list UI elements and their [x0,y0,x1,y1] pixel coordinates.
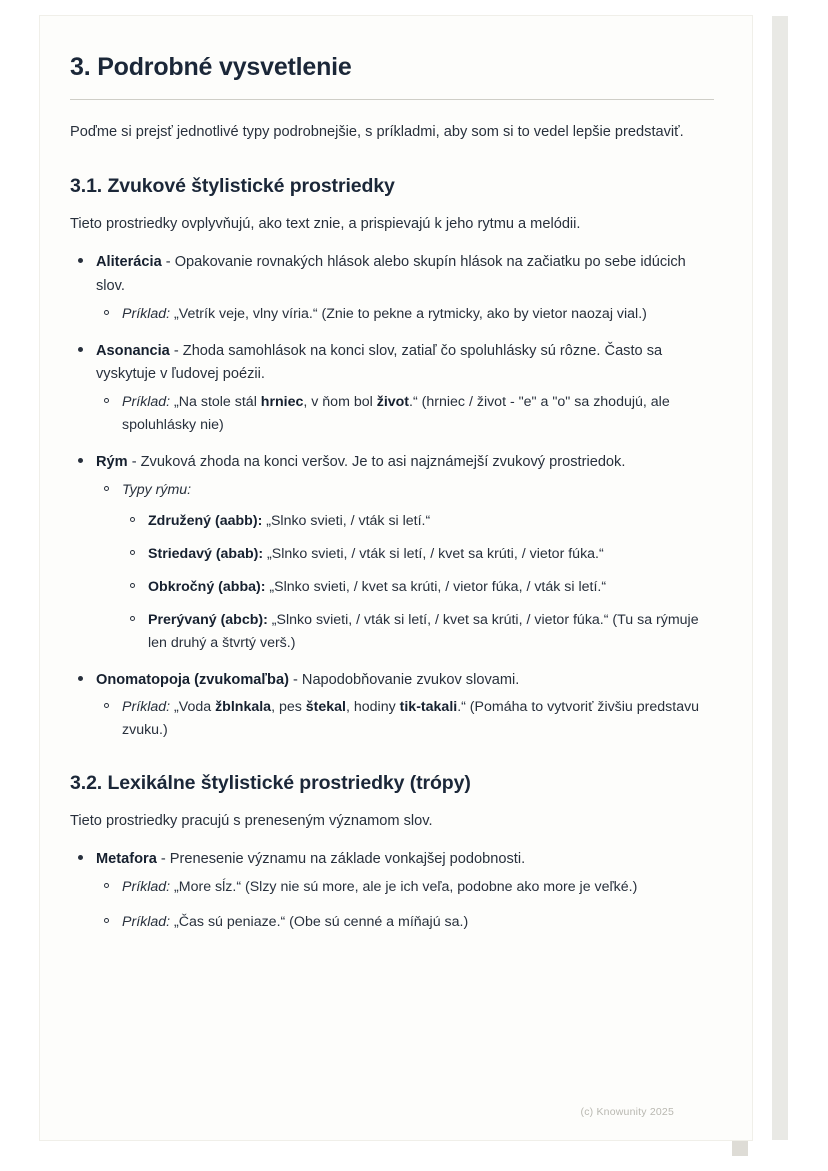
example-label: Príklad: [122,305,171,322]
term-description: - Zvuková zhoda na konci veršov. Je to asi najznámejší zvukový prostriedok. [127,454,626,470]
page-title: 3. Podrobné vysvetlenie [70,53,352,81]
sub-list [96,696,714,742]
bullet-ring-icon [104,310,109,315]
section-heading-3-1: 3.1. Zvukové štylistické prostriedky [70,175,395,198]
example-emphasis-1: žblnkala [215,699,272,716]
term-label: Onomatopoja (zvukomaľba) [96,671,289,688]
bullet-ring-icon [104,918,109,923]
example-text-mid: , pes [271,699,306,716]
example-text-mid: , v ňom bol [303,394,377,410]
bullet-dot-icon [78,458,83,463]
list-item [122,609,714,655]
term-label: Asonancia [96,342,170,359]
section-3-2-intro: Tieto prostriedky pracujú s preneseným významom slov. [70,813,433,830]
list-item [70,451,714,655]
term-description: - Zhoda samohlások na konci slov, zatiaľ čo spoluhlásky sú rôzne. Často sa vyskytuje v ľudovej poézii. [96,342,663,383]
rhyme-type-label: Striedavý (abab): [148,545,264,562]
example-text: „More sĺz.“ (Slzy nie sú more, ale je ich veľa, podobne ako more je veľké.) [170,879,638,896]
list-item [96,876,714,899]
example-text-pre: „Voda [170,699,216,716]
title-divider [70,99,714,100]
example-emphasis-3: tik-takali [399,699,458,716]
bullet-ring-icon [104,486,109,491]
list-item [96,479,714,655]
sub-list [96,391,714,437]
bullet-ring-icon [104,398,109,403]
example-label: Príklad: [122,914,171,931]
example-label: Príklad: [122,699,171,716]
intro-paragraph: Poďme si prejsť jednotlivé typy podrobnejšie, s príkladmi, aby som si to vedel lepšie predstaviť. [70,124,684,141]
bullet-dot-icon [78,855,83,860]
list-item [96,696,714,742]
section-3-1-intro: Tieto prostriedky ovplyvňujú, ako text znie, a prispievajú k jeho rytmu a melódii. [70,216,581,233]
example-emphasis-2: štekal [305,699,346,716]
list-item [122,576,714,599]
list-item [96,391,714,437]
term-label: Rým [96,454,128,470]
section-heading-3-2: 3.2. Lexikálne štylistické prostriedky (trópy) [70,772,471,795]
bullet-dot-icon [78,347,83,352]
section-3-2-list [70,848,714,934]
term-description: - Prenesenie významu na základe vonkajšej podobnosti. [156,851,526,868]
rhyme-type-label: Prerývaný (abcb): [148,611,268,628]
rhyme-type-example: „Slnko svieti, / vták si letí.“ [262,512,431,529]
list-item [96,303,714,326]
bullet-ring-icon [130,517,135,522]
example-label: Príklad: [122,394,171,410]
example-emphasis-1: hrniec [260,394,304,410]
sub-list [96,479,714,655]
rhyme-types-list [122,510,714,655]
example-text-post: .“ (Pomáha to vytvoriť živšiu predstavu zvuku.) [122,699,700,739]
document-content [40,16,752,978]
rhyme-type-example: „Slnko svieti, / kvet sa krúti, / vietor fúka, / vták si letí.“ [265,578,607,595]
example-text-pre: „Na stole stál [170,394,261,410]
bullet-ring-icon [104,883,109,888]
list-item [122,543,714,566]
term-label: Aliterácia [96,254,162,271]
sub-list [96,303,714,326]
example-text: „Čas sú peniaze.“ (Obe sú cenné a míňajú sa.) [170,914,469,931]
list-item [96,911,714,934]
example-text: „Vetrík veje, vlny víria.“ (Znie to pekne a rytmicky, ako by vietor naozaj vial.) [170,305,647,322]
bullet-ring-icon [130,583,135,588]
list-item [70,669,714,743]
scrollbar-track[interactable] [772,16,788,1140]
bullet-dot-icon [78,258,83,263]
bullet-ring-icon [130,550,135,555]
watermark: (c) Knowunity 2025 [580,1106,674,1118]
list-item [70,340,714,437]
term-description: - Napodobňovanie zvukov slovami. [288,671,520,688]
list-item [70,848,714,934]
rhyme-type-label: Obkročný (abba): [148,578,266,595]
term-description: - Opakovanie rovnakých hlások alebo skupín hlások na začiatku po sebe idúcich slov. [96,254,686,295]
rhyme-type-example: „Slnko svieti, / vták si letí, / kvet sa krúti, / vietor fúka.“ (Tu sa rýmuje len druhý a štvrtý verš.) [148,611,699,651]
example-text-mid-2: , hodiny [346,699,400,716]
document-page [40,16,752,1140]
example-label: Príklad: [122,879,171,896]
bullet-ring-icon [104,703,109,708]
section-3-1-list [70,251,714,742]
rhyme-types-label: Typy rýmu: [122,481,192,498]
content-spacer [70,948,714,978]
list-item [70,251,714,325]
list-item [122,510,714,533]
bullet-dot-icon [78,676,83,681]
example-emphasis-2: život [376,394,410,410]
example-text-post: .“ (hrniec / život - "e" a "o" sa zhodujú, ale spoluhlásky nie) [122,394,670,433]
bullet-ring-icon [130,616,135,621]
sub-list [96,876,714,934]
term-label: Metafora [96,851,157,868]
rhyme-type-example: „Slnko svieti, / vták si letí, / kvet sa krúti, / vietor fúka.“ [263,545,604,562]
rhyme-type-label: Združený (aabb): [148,512,263,529]
